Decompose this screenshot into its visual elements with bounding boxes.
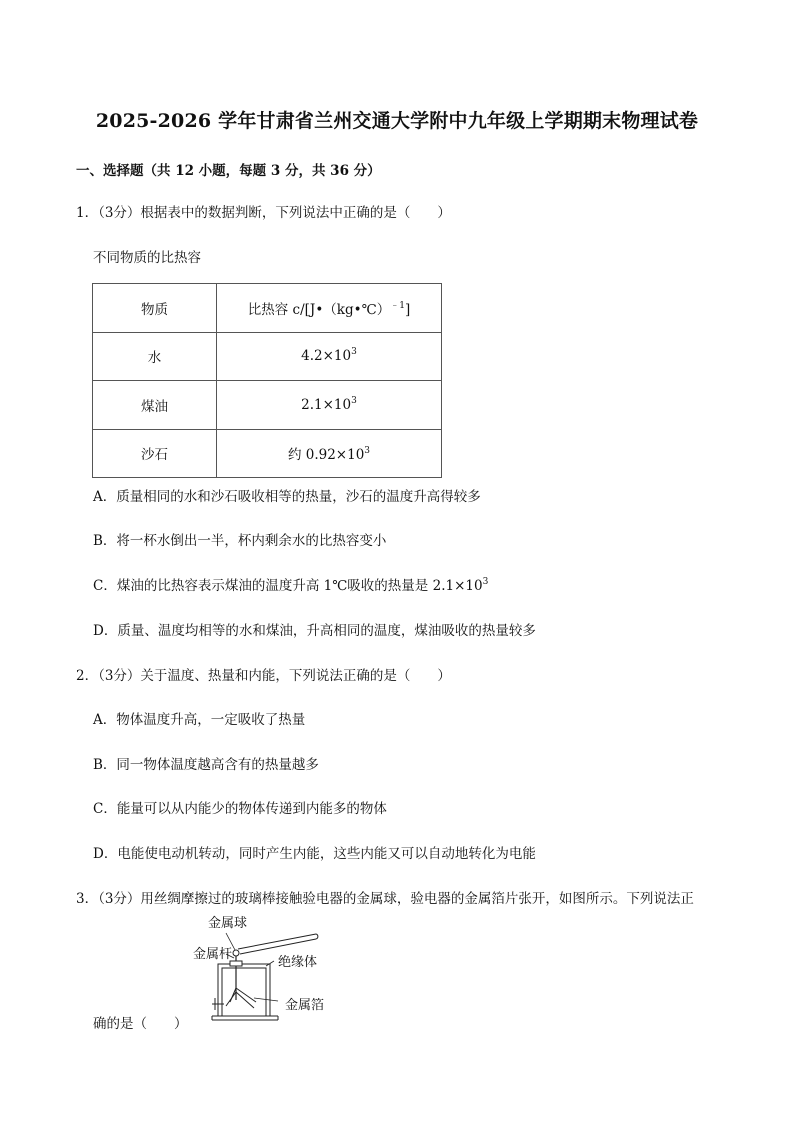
table-row — [93, 429, 442, 478]
q1-option-d[interactable]: D．质量、温度均相等的水和煤油，升高相同的温度，煤油吸收的热量较多 — [93, 623, 536, 639]
q2-option-a[interactable]: A．物体温度升高，一定吸收了热量 — [93, 712, 306, 728]
header-capacity-exponent: ﹣1 — [390, 300, 405, 311]
label-insulator: 绝缘体 — [278, 955, 318, 970]
metal-foil-icon — [226, 988, 256, 1008]
q2-option-b[interactable]: B．同一物体温度越高含有的热量越多 — [93, 757, 319, 773]
table-caption: 不同物质的比热容 — [93, 250, 201, 266]
section-heading: 一、选择题（共 12 小题，每题 3 分，共 36 分） — [76, 163, 381, 179]
value-text: 2.1×10 — [301, 396, 352, 413]
table-cell-substance: 沙石 — [93, 429, 217, 478]
electroscope-figure — [190, 912, 340, 1030]
value-text: 约 0.92×10 — [287, 447, 365, 464]
q1-option-c[interactable] — [93, 574, 488, 594]
question-2-stem: 2．（3分）关于温度、热量和内能，下列说法正确的是（ ） — [76, 668, 451, 684]
specific-heat-table — [92, 283, 442, 478]
table-row — [93, 381, 442, 430]
question-3-stem-continued: 确的是（ ） — [93, 1016, 188, 1032]
label-metal-rod: 金属杆 — [193, 947, 233, 962]
value-text: 4.2×10 — [301, 348, 352, 365]
header-capacity-suffix: ] — [404, 301, 411, 318]
table-cell-substance: 水 — [93, 332, 217, 381]
table-row — [93, 332, 442, 381]
table-header-capacity — [217, 284, 442, 333]
q1-option-b[interactable]: B．将一杯水倒出一半，杯内剩余水的比热容变小 — [93, 533, 387, 549]
value-exponent: 3 — [351, 395, 357, 406]
table-cell-substance: 煤油 — [93, 381, 217, 430]
table-cell-value — [217, 332, 442, 381]
q1-option-c-exponent: 3 — [482, 577, 489, 587]
electroscope-jar-icon — [212, 961, 278, 1020]
glass-rod-icon — [238, 934, 318, 954]
table-cell-value — [217, 429, 442, 478]
q2-option-d[interactable]: D．电能使电动机转动，同时产生内能，这些内能又可以自动地转化为电能 — [93, 846, 536, 862]
q2-option-c[interactable]: C．能量可以从内能少的物体传递到内能多的物体 — [93, 801, 387, 817]
question-3-stem: 3．（3分）用丝绸摩擦过的玻璃棒接触验电器的金属球，验电器的金属箔片张开，如图所示。下列说法正 — [76, 891, 694, 907]
value-exponent: 3 — [351, 347, 357, 358]
metal-ball-icon — [233, 950, 239, 956]
q1-option-a[interactable]: A．质量相同的水和沙石吸收相等的热量，沙石的温度升高得较多 — [93, 489, 481, 505]
exam-title: 2025-2026 学年甘肃省兰州交通大学附中九年级上学期期末物理试卷 — [95, 110, 699, 132]
question-1-stem: 1．（3分）根据表中的数据判断，下列说法中正确的是（ ） — [76, 205, 451, 221]
label-metal-foil: 金属箔 — [285, 998, 325, 1013]
q1-option-c-text: C．煤油的比热容表示煤油的温度升高 1℃吸收的热量是 2.1×10 — [93, 578, 483, 594]
table-cell-value — [217, 381, 442, 430]
table-header-substance: 物质 — [93, 284, 217, 333]
value-exponent: 3 — [364, 446, 371, 457]
header-capacity-prefix: 比热容 c/[J•（kg•℃） — [247, 301, 391, 318]
table-header-row — [93, 284, 442, 333]
label-metal-ball: 金属球 — [208, 916, 248, 931]
